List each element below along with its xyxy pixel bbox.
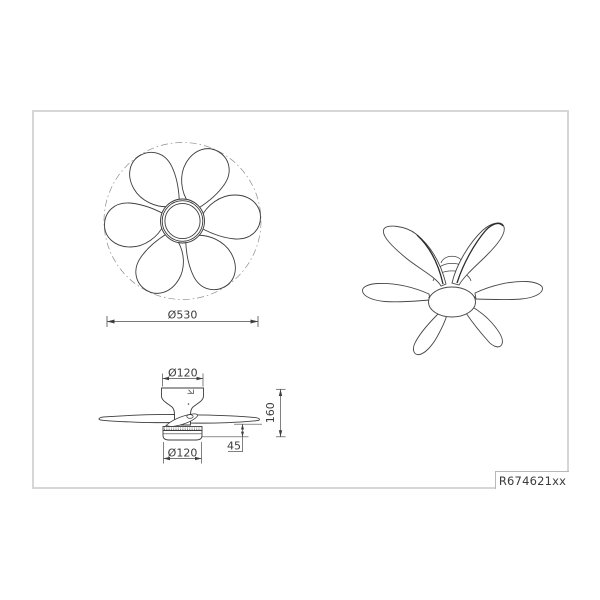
- right-blade: [191, 415, 260, 423]
- light-lens: [429, 287, 476, 317]
- blade-top-left: [383, 226, 446, 286]
- holder-hub: [187, 415, 193, 419]
- part-number: R674621xx: [498, 473, 567, 488]
- blade-bottom-right: [466, 306, 502, 347]
- blade-left: [362, 283, 430, 301]
- blade-right: [475, 281, 543, 299]
- part-number-box: [495, 471, 569, 489]
- dim-label-45: 45: [227, 439, 241, 453]
- left-blade: [99, 414, 175, 422]
- side-view: [99, 367, 286, 464]
- dimension-160: [276, 389, 286, 437]
- hub-outer-circle: [161, 199, 205, 243]
- motor-and-light: [429, 287, 476, 317]
- screw-dot: [188, 403, 190, 405]
- dim-label-160: 160: [264, 402, 277, 424]
- light-diffuser: [163, 431, 202, 441]
- blade-bottom-left: [413, 313, 447, 355]
- perspective-view: [362, 223, 542, 355]
- dim-label-body-120: Ø120: [167, 446, 198, 460]
- dim-label-canopy-120: Ø120: [167, 366, 198, 380]
- dim-label-530: Ø530: [167, 308, 198, 322]
- top-view: [104, 140, 261, 327]
